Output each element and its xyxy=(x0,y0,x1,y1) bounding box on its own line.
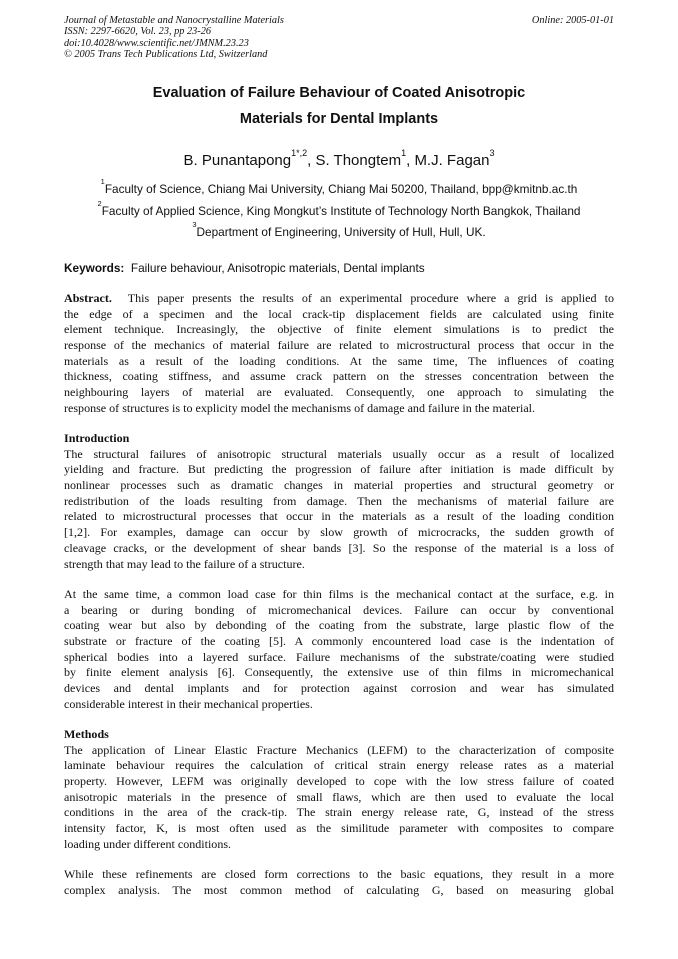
abstract-line: response of the mechanics of material failure are related to microstructural process that occur in the xyxy=(64,338,614,353)
title-line-1: Evaluation of Failure Behaviour of Coated Anisotropic xyxy=(152,85,526,101)
paragraph-line: laminate behaviour requires the calculation of critical strain energy release rates as a material xyxy=(64,758,614,773)
affiliation-item xyxy=(0,222,678,244)
paragraph-line: The structural failures of anisotropic structural materials usually occur as a result of localized xyxy=(64,446,614,461)
introduction-section xyxy=(64,431,614,572)
paragraph-line: cleavage cracks, or the development of shear bands [3]. So the response of the material is a loss of xyxy=(64,540,614,555)
abstract-line: materials as a result of the loading conditions. At the same time, The influences of coating xyxy=(64,353,614,368)
affiliation-list xyxy=(0,179,678,244)
paragraph-line: strength that may lead to the failure of a structure. xyxy=(64,556,305,571)
author-affil-mark: 1 xyxy=(401,148,407,158)
author-name: B. Punantapong xyxy=(183,152,292,169)
abstract-line: element technique. Increasingly, the objective of finite element simulations is to predict the xyxy=(64,322,614,337)
paragraph-line: complex analysis. The most common method of calculating G, based on measuring global xyxy=(64,882,614,897)
paragraph-line: At the same time, a common load case for thin films is the mechanical contact at the surface, e.g. in xyxy=(64,587,614,601)
paragraph-line: considerable interest in their mechanical properties. xyxy=(64,696,313,711)
author-name: M.J. Fagan xyxy=(414,152,490,169)
paragraph-line: While these refinements are closed form corrections to the basic equations, they result in a more xyxy=(64,867,614,881)
abstract-line: response of structures is to explicity model the mechanisms of damage and failure in the material. xyxy=(64,400,536,415)
author-separator: , xyxy=(307,152,316,169)
introduction-paragraph-2 xyxy=(64,587,614,713)
section-heading: Methods xyxy=(64,727,109,741)
paragraph-line: property. However, LEFM was originally developed to cope with the low stress failure of coated xyxy=(64,774,614,789)
paragraph-line: [1,2]. For examples, damage can occur by slow growth of microcracks, the sudden growth of xyxy=(64,525,614,540)
affil-number: 1 xyxy=(100,177,105,186)
issn-line: ISSN: 2297-6620, Vol. 23, pp 23-26 xyxy=(64,26,212,38)
paragraph-line: substrate or fracture of the coating [5]. A commonly encountered load case is the indentation of xyxy=(64,634,614,649)
paragraph-line: nonlinear processes such as dramatic changes in material properties and structural geometry or xyxy=(64,478,614,493)
journal-header xyxy=(64,15,614,60)
affiliation-item xyxy=(0,179,678,201)
keywords-label: Keywords: xyxy=(64,261,125,275)
paper-title xyxy=(0,80,678,132)
paragraph-line: coating wear but also by debonding of the coating from the substrate, large plastic flow of the xyxy=(64,618,614,633)
copyright-line: © 2005 Trans Tech Publications Ltd, Switzerland xyxy=(64,48,268,60)
paragraph-line: conditions in the area of the crack-tip. The strain energy release rate, G, instead of the stress xyxy=(64,805,614,820)
affil-number: 3 xyxy=(192,220,197,229)
paragraph-line: yielding and fracture. But predicting the progression of failure after initiation is made difficult by xyxy=(64,462,614,477)
paragraph-line: related to microstructural processes that occur in the materials as a result of the loading condition xyxy=(64,509,614,524)
author-list xyxy=(0,148,678,171)
abstract-text: This paper presents the results of an experimental procedure where a grid is applied to xyxy=(127,291,614,305)
paragraph-line: a bearing or during bonding of micromechanical devices. Failure can occur by conventional xyxy=(64,602,614,617)
methods-section xyxy=(64,727,614,853)
abstract-line: neighbouring layers of material are evaluated. Consequently, one approach to simulating the xyxy=(64,385,614,400)
abstract-label: Abstract. xyxy=(64,291,112,305)
paragraph-line: anisotropic materials in the presence of small flaws, which are then used to evaluate the local xyxy=(64,789,614,804)
affil-text: Faculty of Applied Science, King Mongkut’s Institute of Technology North Bangkok, Thailand xyxy=(101,203,581,218)
affil-text: Faculty of Science, Chiang Mai University, Chiang Mai 50200, Thailand, bpp@kmitnb.ac.th xyxy=(104,182,578,196)
author-separator: , xyxy=(406,152,415,169)
paragraph-line: redistribution of the loads resulting from damage. Then the mechanisms of material failure are xyxy=(64,493,614,508)
abstract-section xyxy=(64,291,614,417)
abstract-line: the edge of a specimen and the local crack-tip displacement fields are calculated using finite xyxy=(64,306,614,321)
paragraph-line: intensity factor, K, is most often used as the similitude parameter with composites to compare xyxy=(64,821,614,836)
affil-number: 2 xyxy=(97,198,102,208)
affil-text: Department of Engineering, University of Hull, Hull, UK. xyxy=(196,225,486,239)
author-name: S. Thongtem xyxy=(315,152,402,169)
author-affil-mark: 1*,2 xyxy=(291,148,308,158)
methods-paragraph-2 xyxy=(64,867,614,898)
author-affil-mark: 3 xyxy=(489,148,495,158)
journal-name: Journal of Metastable and Nanocrystalline Materials xyxy=(64,15,284,26)
keywords-line xyxy=(64,261,615,276)
doi-line: doi:10.4028/www.scientific.net/JMNM.23.23 xyxy=(64,37,249,49)
paragraph-line: by finite element analysis [6]. Consequently, the extensive use of thin films in micromechanical xyxy=(64,665,614,680)
paragraph-line: The application of Linear Elastic Fracture Mechanics (LEFM) to the characterization of composite xyxy=(64,742,614,757)
paragraph-line: spherical bodies into a layered surface. Failure mechanisms of the substrate/coating were studied xyxy=(64,649,614,664)
abstract-line: thickness, coating stiffness, and assume crack pattern on the stresses concentration between the xyxy=(64,369,614,384)
title-line-2: Materials for Dental Implants xyxy=(239,111,439,127)
section-heading: Introduction xyxy=(64,431,130,445)
keywords-text: Failure behaviour, Anisotropic materials, Dental implants xyxy=(130,261,425,275)
paragraph-line: loading under different conditions. xyxy=(64,836,232,851)
online-date: Online: 2005-01-01 xyxy=(531,15,614,26)
abstract-line xyxy=(64,291,614,307)
paragraph-line: devices and dental implants and for protection against corrosion and wear has simulated xyxy=(64,681,614,696)
affiliation-item xyxy=(0,198,678,223)
